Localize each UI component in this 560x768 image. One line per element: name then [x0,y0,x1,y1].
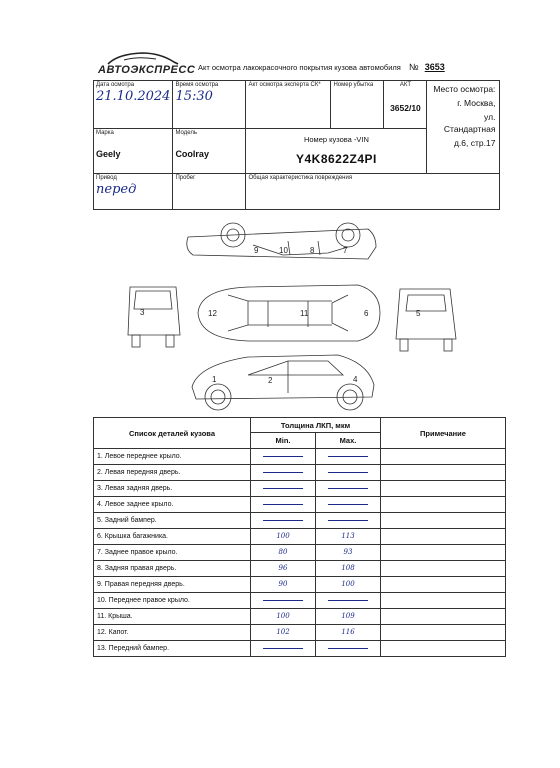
part-name: 9. Правая передняя дверь. [94,577,251,593]
diagram-label-8: 8 [310,246,315,255]
table-row [94,529,506,545]
diagram-label-9: 9 [254,246,259,255]
place-label: Место осмотра: [433,84,496,94]
empty-dash [328,472,369,473]
table-row [94,545,506,561]
part-name: 11. Крыша. [94,609,251,625]
time-cell [173,81,246,129]
part-name: 5. Задний бампер. [94,513,251,529]
empty-dash [263,648,304,649]
car-top-view [198,285,380,341]
thickness-max [316,481,381,497]
drive-value: перед [96,182,137,197]
place-line1: г. Москва, [457,98,496,108]
expert-label: Акт осмотра эксперта СК* [248,82,321,88]
vin-cell [246,129,427,174]
model-value: Coolray [175,149,209,159]
time-label: Время осмотра [175,82,219,88]
logo-text: АВТОЭКСПРЕСС [98,64,196,76]
note-cell [381,577,506,593]
part-name: 12. Капот. [94,625,251,641]
date-cell [94,81,173,129]
drive-label: Привод [96,175,117,181]
model-label: Модель [175,130,197,136]
mileage-cell [173,174,246,210]
diagram-label-1: 1 [212,375,217,384]
note-cell [381,449,506,465]
thickness-max [316,465,381,481]
expert-cell [246,81,331,129]
brand-cell [94,129,173,174]
part-name: 1. Левое переднее крыло. [94,449,251,465]
thickness-min: 100 [251,609,316,625]
table-row [94,593,506,609]
note-cell [381,545,506,561]
thickness-max: 100 [316,577,381,593]
thickness-max [316,449,381,465]
empty-dash [328,456,369,457]
model-cell [173,129,246,174]
empty-dash [263,600,304,601]
note-cell [381,593,506,609]
table-row [94,449,506,465]
thickness-min: 90 [251,577,316,593]
document-title [198,62,445,72]
table-row [94,481,506,497]
thickness-min: 100 [251,529,316,545]
diagram-label-10: 10 [279,246,288,255]
brand-value: Geely [96,149,121,159]
act-value: 3652/10 [390,103,421,113]
note-cell [381,529,506,545]
table-row [94,577,506,593]
date-label: Дата осмотра [96,82,135,88]
empty-dash [328,648,369,649]
empty-dash [328,520,369,521]
act-cell [384,81,427,129]
table-row [94,625,506,641]
col-max-header: Max. [316,433,381,449]
note-cell [381,481,506,497]
thickness-min: 96 [251,561,316,577]
col-note-header: Примечание [381,418,506,449]
note-cell [381,513,506,529]
part-name: 4. Левое заднее крыло. [94,497,251,513]
title-text: Акт осмотра лакокрасочного покрытия кузова автомобиля [198,63,401,72]
parts-table-body [94,449,506,657]
info-table [93,80,500,210]
table-row [94,497,506,513]
empty-dash [263,520,304,521]
thickness-min: 102 [251,625,316,641]
col-min-header: Min. [251,433,316,449]
car-diagram-svg [118,215,478,420]
empty-dash [328,488,369,489]
thickness-max: 109 [316,609,381,625]
col-thickness-header: Толщина ЛКП, мкм [251,418,381,433]
place-line3: д.6, стр.17 [453,138,496,148]
col-parts-header: Список деталей кузова [94,418,251,449]
car-front-view [396,289,456,351]
part-name: 2. Левая передняя дверь. [94,465,251,481]
thickness-min [251,481,316,497]
diagram-label-5: 5 [416,309,421,318]
thickness-max [316,593,381,609]
vin-label: Номер кузова -VIN [303,135,369,144]
part-name: 3. Левая задняя дверь. [94,481,251,497]
thickness-min [251,449,316,465]
empty-dash [328,504,369,505]
empty-dash [328,600,369,601]
wheel-icon [336,223,360,247]
car-rear-view [128,287,180,347]
table-row [94,465,506,481]
part-name: 10. Переднее правое крыло. [94,593,251,609]
place-cell [427,81,500,174]
thickness-min [251,641,316,657]
car-left-side-view [192,355,374,410]
diagram-label-6: 6 [364,309,369,318]
mileage-label: Пробег [175,175,196,181]
note-cell [381,465,506,481]
part-name: 8. Задняя правая дверь. [94,561,251,577]
date-value: 21.10.2024 [96,89,171,104]
part-name: 6. Крышка багажника. [94,529,251,545]
act-number: 3653 [424,62,445,72]
thickness-max [316,497,381,513]
table-row [94,641,506,657]
diagram-label-2: 2 [268,376,273,385]
damage-label: Общая характеристика повреждения [248,175,353,181]
thickness-min [251,465,316,481]
thickness-min [251,497,316,513]
diagram-label-11: 11 [300,309,309,318]
thickness-min: 80 [251,545,316,561]
empty-dash [263,488,304,489]
brand-label: Марка [96,130,114,136]
thickness-min [251,593,316,609]
drive-cell [94,174,173,210]
thickness-max: 116 [316,625,381,641]
thickness-max [316,641,381,657]
place-line2: ул. Стандартная [443,112,496,134]
note-cell [381,561,506,577]
note-cell [381,625,506,641]
parts-table [93,417,506,657]
damage-cell [246,174,500,210]
car-diagram [118,215,478,420]
part-name: 7. Заднее правое крыло. [94,545,251,561]
thickness-max: 93 [316,545,381,561]
empty-dash [263,456,304,457]
diagram-label-12: 12 [208,309,217,318]
loss-label: Номер убытка [333,82,374,88]
time-value: 15:30 [175,89,213,104]
number-label: № [408,62,419,72]
vin-value: Y4K8622Z4PI [295,152,377,166]
empty-dash [263,504,304,505]
diagram-label-3: 3 [140,308,145,317]
wheel-icon [205,384,231,410]
thickness-min [251,513,316,529]
thickness-max: 113 [316,529,381,545]
note-cell [381,641,506,657]
part-name: 13. Передний бампер. [94,641,251,657]
diagram-label-4: 4 [353,375,358,384]
note-cell [381,497,506,513]
empty-dash [263,472,304,473]
diagram-label-7: 7 [343,246,348,255]
table-row [94,561,506,577]
thickness-max: 108 [316,561,381,577]
table-row [94,609,506,625]
act-label: АКТ [399,82,412,88]
table-row [94,513,506,529]
loss-cell [331,81,384,129]
logo [98,50,196,76]
note-cell [381,609,506,625]
thickness-max [316,513,381,529]
